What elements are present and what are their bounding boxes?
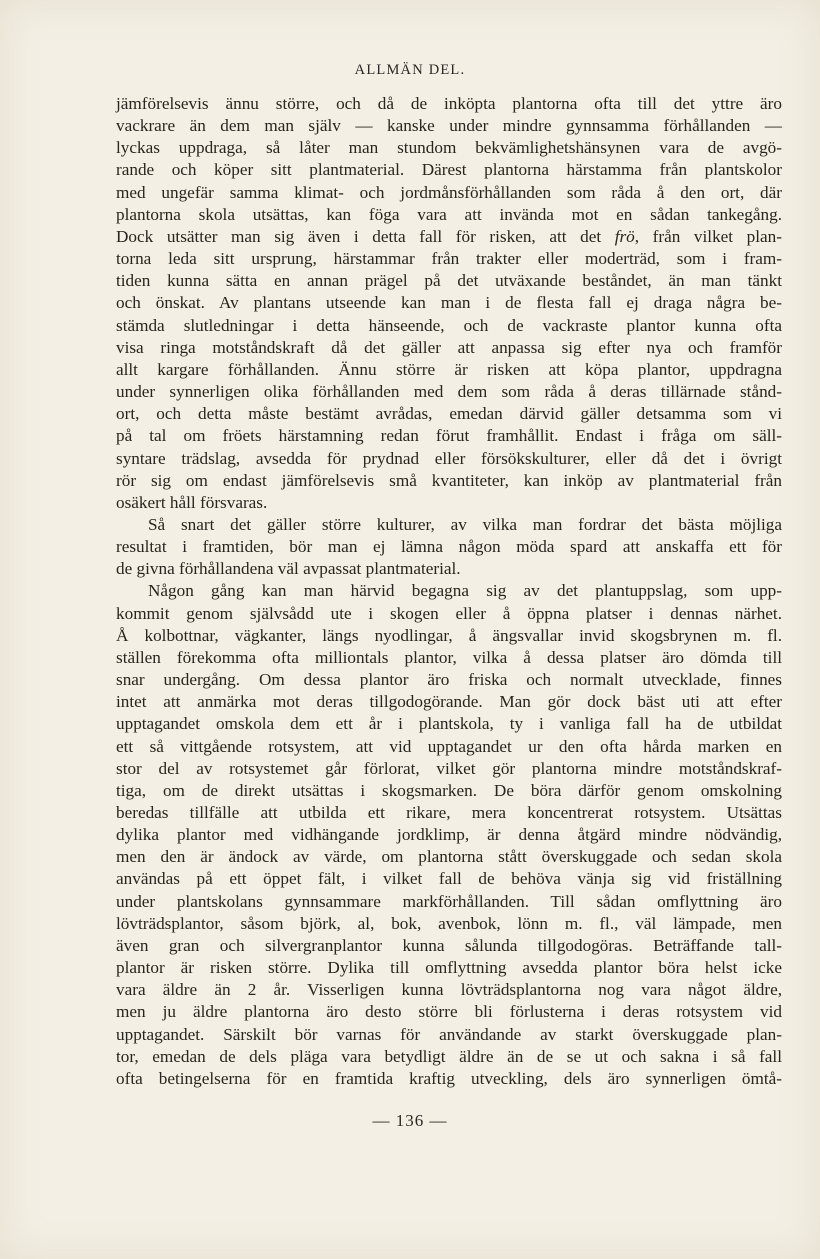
text-line: lyckas uppdraga, så låter man stundom bekvämlighetshänsynen vara de avgö-: [116, 138, 782, 158]
text-line: även gran och silvergranplantor kunna sålunda tillgodogöras. Beträffande tall-: [116, 935, 782, 955]
text-line: stor del av rotsystemet går förlorat, vilket gör plantorna mindre motståndskraf-: [116, 758, 782, 778]
text-line: upptagandet. Särskilt bör varnas för användande av starkt överskuggade plan-: [116, 1024, 782, 1044]
text-line: torna leda sitt ursprung, härstammar från trakter eller moderträd, som i fram-: [116, 249, 782, 269]
text-line: visa ringa motståndskraft då det gäller att anpassa sig efter nya och framför: [116, 337, 782, 357]
text-line: Dock utsätter man sig även i detta fall för risken, att det frö, från vilket plan-: [116, 226, 782, 246]
text-line: användas på ett öppet fält, i vilket fall de behöva vänja sig vid friställning: [116, 869, 782, 889]
text-line: men ju äldre plantorna äro desto större bli förlusterna i deras rotsystem vid: [116, 1002, 782, 1022]
text-line: tor, emedan de dels pläga vara betydligt äldre än de se ut och sakna i så fall: [116, 1046, 782, 1066]
text-line: snar undergång. Om dessa plantor äro friska och normalt utvecklade, finnes: [116, 670, 782, 690]
text-line: syntare trädslag, avsedda för prydnad eller försökskulturer, eller då det i övrigt: [116, 448, 782, 468]
text-line: jämförelsevis ännu större, och då de inköpta plantorna ofta till det yttre äro: [116, 94, 782, 113]
text-line: resultat i framtiden, bör man ej lämna någon möda spard att anskaffa ett för: [116, 537, 782, 557]
text-line: men den är ändock av värde, om plantorna stått överskuggade och sedan skola: [116, 847, 782, 867]
running-header: ALLMÄN DEL.: [354, 62, 466, 78]
text-line: ett så vittgående rotsystem, att vid upptagandet ur den ofta hårda marken en: [116, 736, 782, 756]
emphasized-word: frö: [614, 226, 635, 246]
text-line: dylika plantor med vidhängande jordklimp, är denna åtgärd mindre nödvändig,: [116, 825, 782, 845]
text-line: tiden kunna sätta en annan prägel på det utväxande beståndet, än man tänkt: [116, 271, 782, 291]
text-line: kommit genom självsådd ute i skogen eller å öppna platser i dennas närhet.: [116, 603, 782, 623]
text-line: intet att anmärka mot deras tillgodogörande. Man gör dock bäst uti att efter: [116, 692, 782, 712]
text-line: osäkert håll försvaras.: [116, 492, 268, 512]
text-line: ofta betingelserna för en framtida kraftig utveckling, dels äro synnerligen ömtå-: [116, 1068, 782, 1088]
text-line: allt kargare förhållanden. Ännu större är risken att köpa plantor, uppdragna: [116, 359, 782, 379]
text-line: på tal om fröets härstamning redan förut framhållit. Endast i fråga om säll-: [116, 426, 782, 446]
text-line: under plantskolans gynnsammare markförhållanden. Till sådan omflyttning äro: [116, 891, 782, 911]
text-line: ort, och detta måste bestämt avrådas, emedan därvid gäller detsamma som vi: [116, 404, 782, 424]
text-line: upptagandet omskola dem ett år i plantskola, ty i vanliga fall ha de utbildat: [116, 714, 782, 734]
text-line: rör sig om endast jämförelsevis små kvantiteter, kan inköp av plantmaterial från: [116, 470, 782, 490]
text-line: och önskat. Av plantans utseende kan man i de flesta fall ej draga några be-: [116, 293, 782, 313]
text-line: vara äldre än 2 år. Visserligen kunna lövträdsplantorna nog vara något äldre,: [116, 980, 782, 1000]
text-line: Någon gång kan man härvid begagna sig av det plantuppslag, som upp-: [148, 581, 782, 601]
page-number: — 136 —: [372, 1111, 448, 1130]
text-line: Å kolbottnar, vägkanter, längs nyodlingar, å ängsvallar invid skogsbrynen m. fl.: [116, 625, 782, 645]
text-line: lövträdsplantor, såsom björk, al, bok, avenbok, lönn m. fl., väl lämpade, men: [116, 913, 782, 933]
text-line: vackrare än dem man själv — kanske under mindre gynnsamma förhållanden —: [116, 116, 782, 136]
text-line: tiga, om de direkt utsättas i skogsmarken. De böra därför genom omskolning: [116, 780, 782, 800]
text-line: de givna förhållandena väl avpassat plantmaterial.: [116, 559, 461, 579]
text-line: med ungefär samma klimat- och jordmånsförhållanden som råda å den ort, där: [116, 182, 782, 202]
text-line: plantorna skola utsättas, kan föga vara att invända mot en sådan tankegång.: [116, 204, 782, 224]
text-line: plantor är risken större. Dylika till omflyttning avsedda plantor böra helst icke: [116, 958, 782, 978]
text-line: ställen förekomma ofta milliontals plantor, vilka å dessa platser äro dömda till: [116, 647, 782, 667]
text-line: beredas tillfälle att utbilda ett rikare, mera koncentrerat rotsystem. Utsättas: [116, 803, 782, 822]
text-line: stämda slutledningar i detta hänseende, och de vackraste plantor kunna ofta: [116, 315, 782, 335]
text-line: rande och köper sitt plantmaterial. Därest plantorna härstamma från plantskolor: [116, 160, 782, 180]
text-line: under synnerligen olika förhållanden med dem som råda å deras tillärnade stånd-: [116, 382, 782, 402]
body-text: [116, 93, 782, 1090]
text-line: Så snart det gäller större kulturer, av vilka man fordrar det bästa möjliga: [148, 514, 782, 534]
